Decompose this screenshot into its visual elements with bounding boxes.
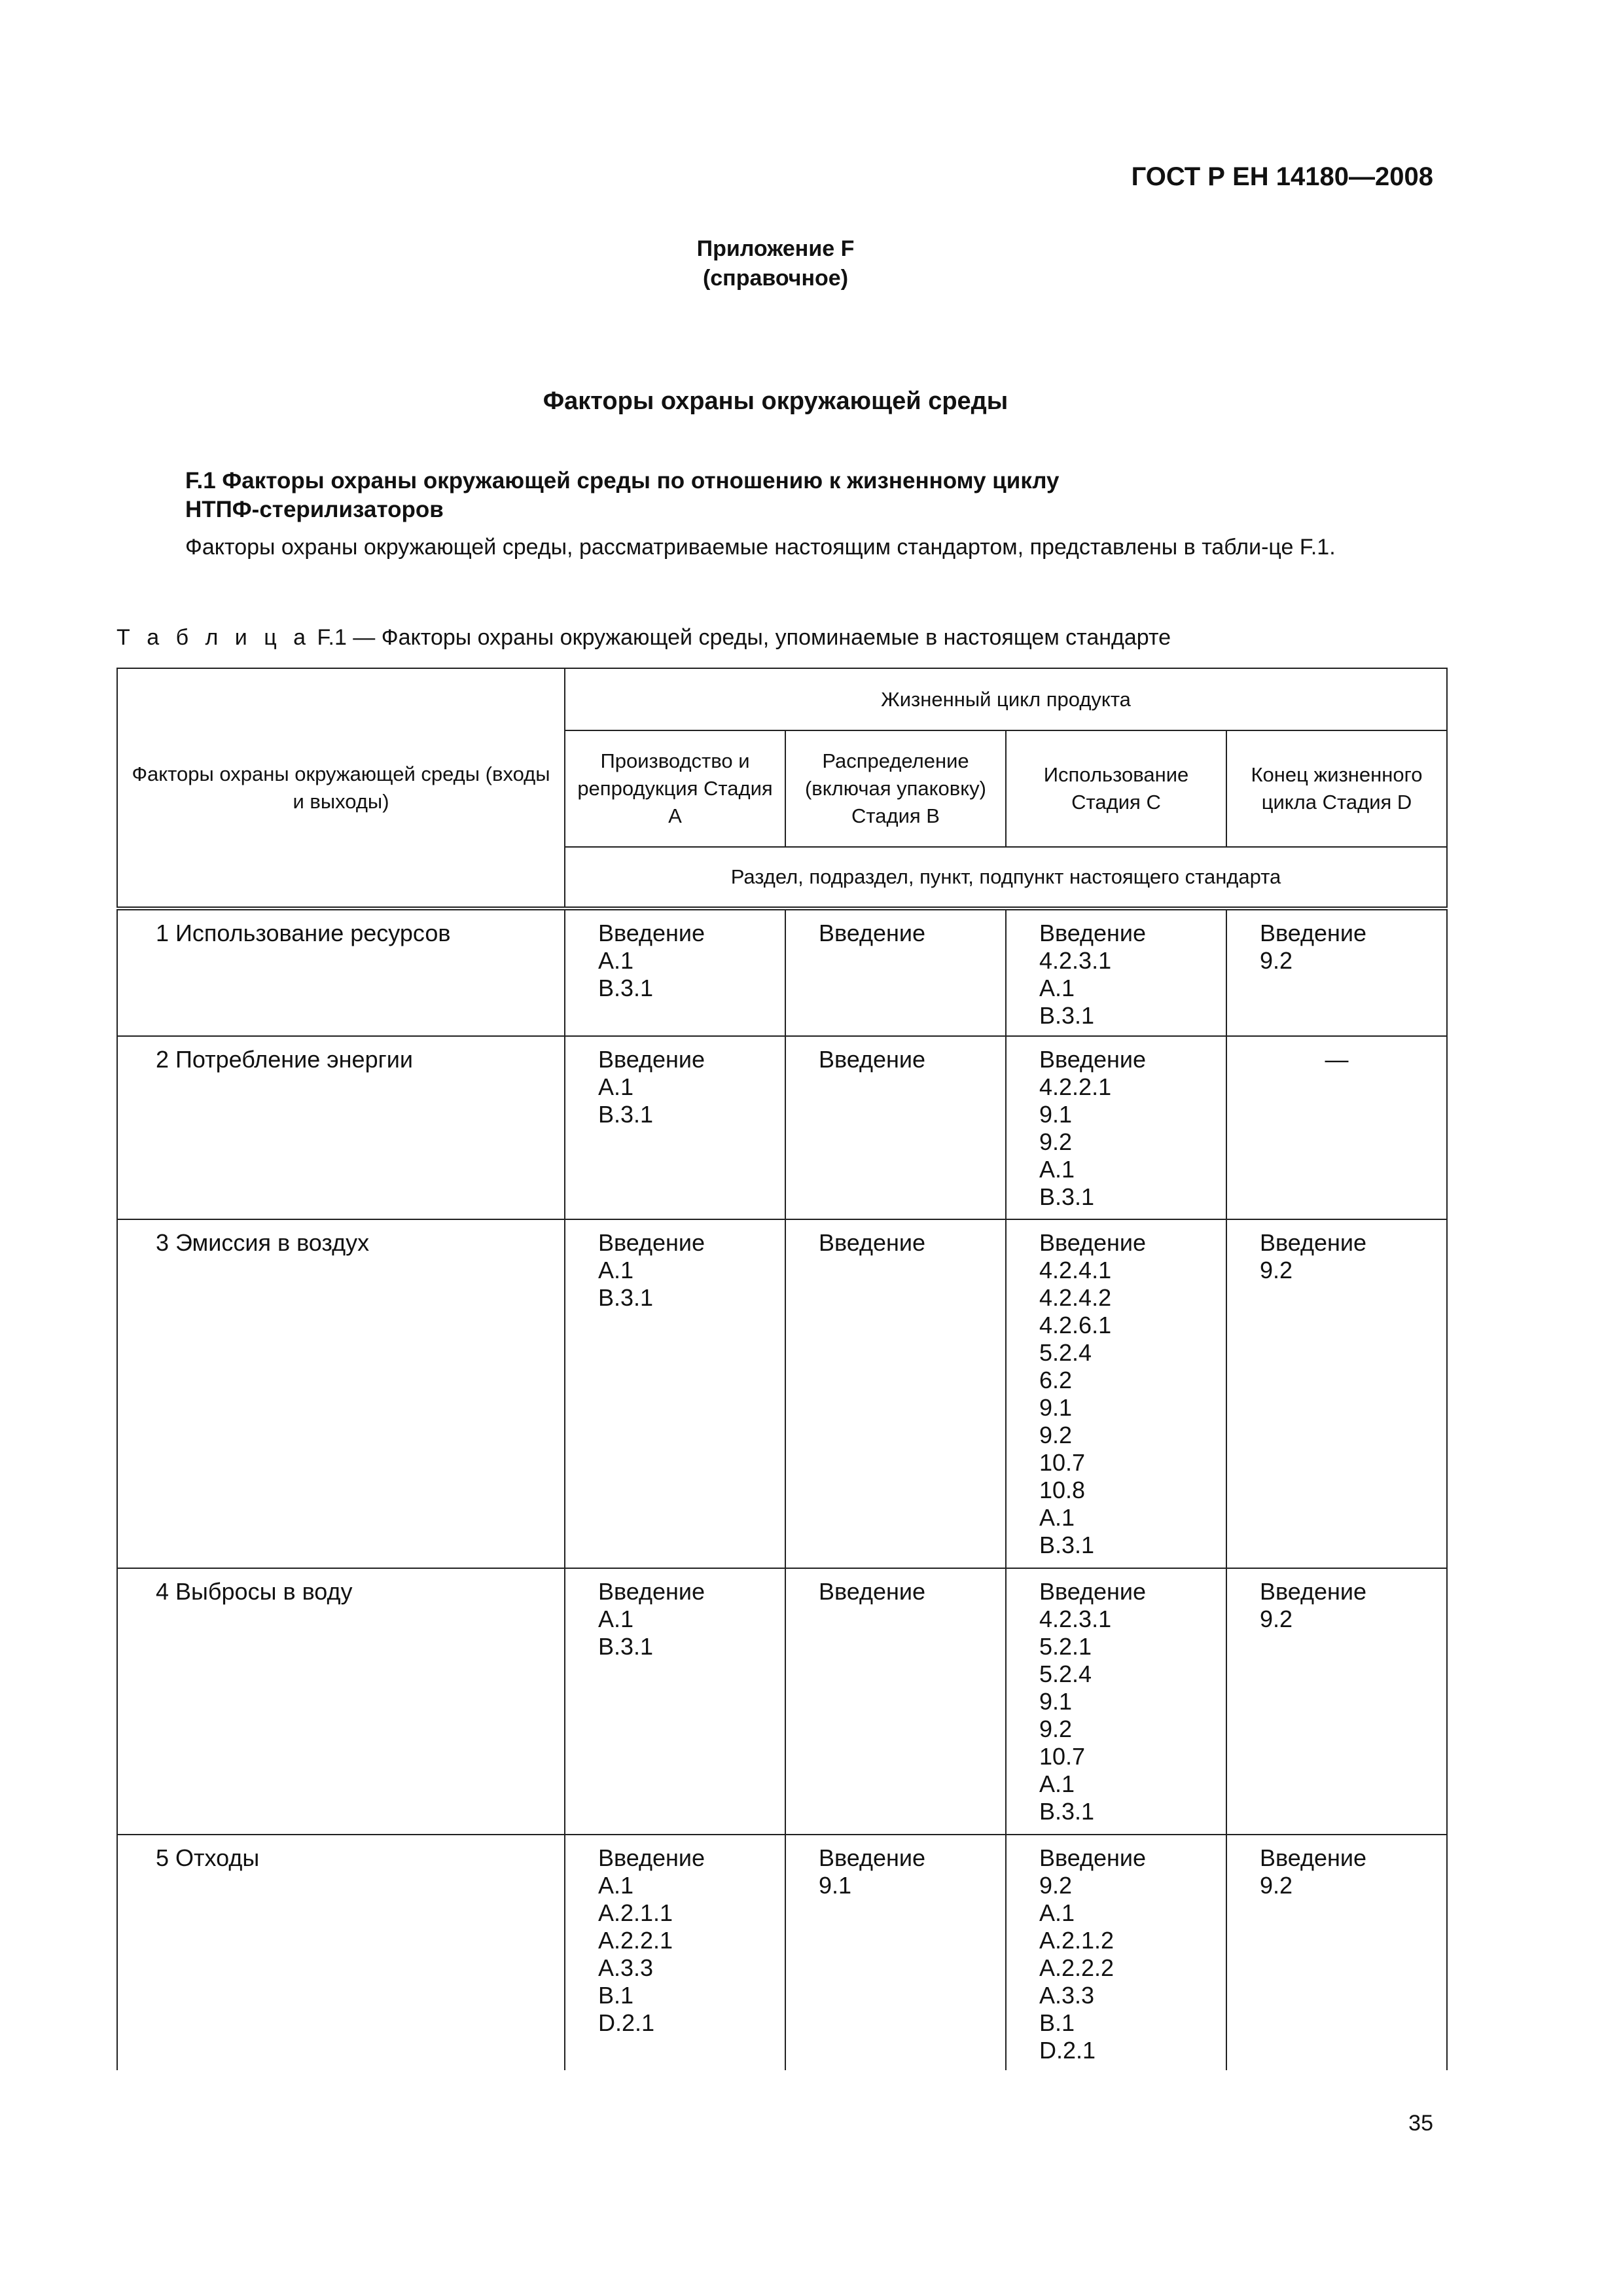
reference-item: 9.2 — [1260, 1257, 1293, 1283]
reference-item: 9.2 — [1260, 1605, 1293, 1632]
header-row-lifecycle — [117, 668, 1447, 730]
reference-item: Введение — [598, 1046, 705, 1073]
reference-item: А.1 — [598, 1257, 634, 1283]
stage-b-header: Распределение (включая упаковку) Стадия В — [785, 730, 1006, 847]
reference-item: В.3.1 — [1039, 1183, 1095, 1210]
reference-item: 4.2.4.2 — [1039, 1284, 1112, 1311]
reference-item: В.3.1 — [1039, 1532, 1095, 1558]
reference-item: В.3.1 — [598, 1101, 654, 1128]
reference-item: А.2.1.2 — [1039, 1927, 1115, 1954]
reference-item: Введение — [598, 1229, 705, 1256]
reference-item: В.3.1 — [598, 1633, 654, 1660]
factor-cell: 3 Эмиссия в воздух — [117, 1219, 565, 1568]
reference-item: 9.2 — [1039, 1422, 1073, 1448]
table-row — [117, 1036, 1447, 1219]
reference-item: А.3.3 — [1039, 1982, 1095, 2009]
stage-d-cell — [1226, 1036, 1447, 1219]
annex-title: Приложение F — [696, 236, 855, 261]
reference-item: 10.8 — [1039, 1477, 1086, 1503]
reference-item: В.3.1 — [598, 975, 654, 1001]
reference-item: Введение — [1039, 1046, 1147, 1073]
subsection-line-1: F.1 Факторы охраны окружающей среды по отношению к жизненному циклу — [185, 468, 1060, 493]
factor-cell: 4 Выбросы в воду — [117, 1568, 565, 1835]
stage-a-cell — [565, 1036, 785, 1219]
reference-item: А.2.2.1 — [598, 1927, 673, 1954]
stage-c-cell — [1006, 1036, 1226, 1219]
reference-item: 5.2.4 — [1039, 1339, 1092, 1366]
annex-heading — [0, 234, 1551, 293]
reference-item: 9.1 — [1039, 1101, 1073, 1128]
stage-d-cell — [1226, 1835, 1447, 2070]
reference-item: Введение — [1039, 1578, 1147, 1605]
reference-item: Введение — [1260, 920, 1367, 946]
stage-a-cell — [565, 1568, 785, 1835]
reference-item: В.1 — [1039, 2009, 1075, 2036]
subsection-line-2: НТПФ-стерилизаторов — [185, 497, 444, 522]
reference-item: А.3.3 — [598, 1954, 654, 1981]
reference-item: Введение — [598, 1844, 705, 1871]
table-caption — [116, 625, 1171, 651]
table-body — [117, 908, 1447, 2070]
reference-item: 9.1 — [819, 1872, 852, 1899]
reference-item: D.2.1 — [598, 2009, 655, 2036]
intro-paragraph-text: Факторы охраны окружающей среды, рассматриваемые настоящим стандартом, представлены в табли-це F.1. — [185, 535, 1336, 560]
reference-item: Введение — [1039, 1229, 1147, 1256]
stage-c-cell — [1006, 1835, 1226, 2070]
factor-cell: 2 Потребление энергии — [117, 1036, 565, 1219]
reference-item: А.1 — [1039, 1770, 1075, 1797]
reference-item: 9.2 — [1039, 1715, 1073, 1742]
reference-item: 6.2 — [1039, 1367, 1073, 1393]
stage-a-cell — [565, 908, 785, 1036]
table-row — [117, 908, 1447, 1036]
reference-item: А.1 — [598, 947, 634, 974]
stage-b-cell — [785, 1568, 1006, 1835]
reference-item: 5.2.4 — [1039, 1660, 1092, 1687]
reference-item: А.2.1.1 — [598, 1899, 673, 1926]
reference-item: Введение — [598, 920, 705, 946]
reference-item: — — [1325, 1046, 1349, 1073]
stage-d-cell — [1226, 908, 1447, 1036]
stage-d-cell — [1226, 1568, 1447, 1835]
reference-item: Введение — [819, 1844, 926, 1871]
reference-item: А.1 — [1039, 1899, 1075, 1926]
reference-item: В.3.1 — [1039, 1798, 1095, 1825]
reference-item: 9.1 — [1039, 1688, 1073, 1715]
reference-item: 9.2 — [1039, 1872, 1073, 1899]
subsection-title — [185, 467, 1429, 524]
stage-d-header: Конец жизненного цикла Стадия D — [1226, 730, 1447, 847]
stage-b-cell — [785, 1835, 1006, 2070]
table-caption-label: Т а б л и ц а — [116, 625, 312, 650]
reference-item: 4.2.4.1 — [1039, 1257, 1112, 1283]
factors-header: Факторы охраны окружающей среды (входы и выходы) — [117, 668, 565, 908]
reference-item: В.3.1 — [1039, 1002, 1095, 1029]
reference-item: 4.2.2.1 — [1039, 1073, 1112, 1100]
reference-item: Введение — [819, 1229, 926, 1256]
stage-a-cell — [565, 1219, 785, 1568]
stage-c-header: Использование Стадия С — [1006, 730, 1226, 847]
reference-item: А.1 — [1039, 1156, 1075, 1183]
reference-item: Введение — [1039, 920, 1147, 946]
stage-c-cell — [1006, 908, 1226, 1036]
reference-item: 10.7 — [1039, 1743, 1086, 1770]
reference-item: Введение — [819, 1046, 926, 1073]
reference-item: Введение — [819, 1578, 926, 1605]
reference-item: В.3.1 — [598, 1284, 654, 1311]
reference-item: А.1 — [598, 1605, 634, 1632]
reference-item: D.2.1 — [1039, 2037, 1096, 2064]
reference-item: В.1 — [598, 1982, 634, 2009]
reference-item: Введение — [1260, 1844, 1367, 1871]
stage-c-cell — [1006, 1568, 1226, 1835]
intro-paragraph — [116, 533, 1446, 562]
factor-cell: 5 Отходы — [117, 1835, 565, 2070]
table-caption-text: F.1 — Факторы охраны окружающей среды, упоминаемые в настоящем стандарте — [311, 625, 1171, 650]
reference-item: 9.2 — [1039, 1128, 1073, 1155]
reference-item: А.1 — [1039, 975, 1075, 1001]
stage-a-header: Производство и репродукция Стадия А — [565, 730, 785, 847]
reference-item: 10.7 — [1039, 1449, 1086, 1476]
reference-item: А.1 — [598, 1073, 634, 1100]
stage-b-cell — [785, 1036, 1006, 1219]
section-title: Факторы охраны окружающей среды — [543, 387, 1008, 415]
page-number: 35 — [1408, 2111, 1433, 2136]
environmental-factors-table — [116, 668, 1448, 2070]
reference-item: Введение — [1039, 1844, 1147, 1871]
document-code: ГОСТ Р ЕН 14180—2008 — [1131, 162, 1433, 191]
table-row — [117, 1568, 1447, 1835]
stage-d-cell — [1226, 1219, 1447, 1568]
reference-item: А.1 — [598, 1872, 634, 1899]
reference-item: Введение — [819, 920, 926, 946]
reference-item: Введение — [598, 1578, 705, 1605]
reference-item: А.2.2.2 — [1039, 1954, 1115, 1981]
factor-cell: 1 Использование ресурсов — [117, 908, 565, 1036]
reference-item: 4.2.6.1 — [1039, 1312, 1112, 1338]
reference-item: 4.2.3.1 — [1039, 1605, 1112, 1632]
reference-item: Введение — [1260, 1229, 1367, 1256]
reference-item: А.1 — [1039, 1504, 1075, 1531]
reference-item: 9.1 — [1039, 1394, 1073, 1421]
stage-a-cell — [565, 1835, 785, 2070]
stage-c-cell — [1006, 1219, 1226, 1568]
table-row — [117, 1219, 1447, 1568]
reference-item: 9.2 — [1260, 1872, 1293, 1899]
reference-item: 5.2.1 — [1039, 1633, 1092, 1660]
reference-item: 4.2.3.1 — [1039, 947, 1112, 974]
reference-item: 9.2 — [1260, 947, 1293, 974]
reference-item: Введение — [1260, 1578, 1367, 1605]
annex-kind: (справочное) — [702, 266, 849, 291]
table-row — [117, 1835, 1447, 2070]
stage-b-cell — [785, 1219, 1006, 1568]
stage-b-cell — [785, 908, 1006, 1036]
reference-header: Раздел, подраздел, пункт, подпункт настоящего стандарта — [565, 847, 1447, 908]
lifecycle-header: Жизненный цикл продукта — [565, 668, 1447, 730]
